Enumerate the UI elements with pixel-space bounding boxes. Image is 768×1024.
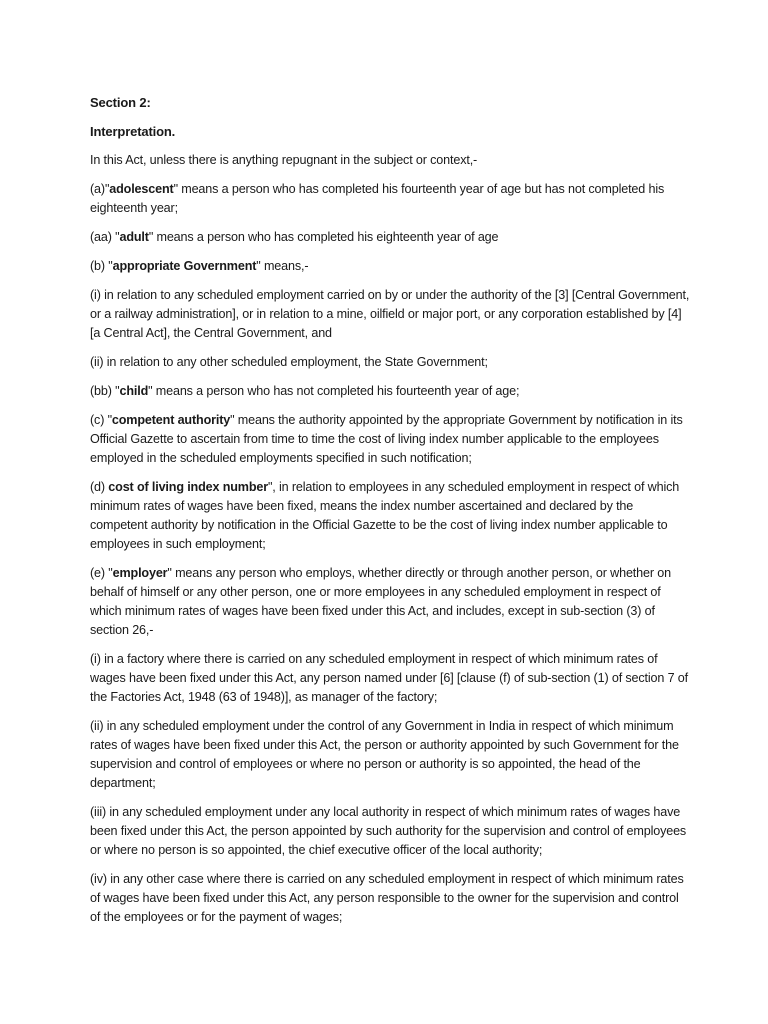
paragraph-appropriate-government: (b) "appropriate Government" means,- bbox=[90, 259, 309, 273]
paragraph-cost-of-living-index: (d) cost of living index number", in relation to employees in any scheduled employment in respect of which minimum rates of wages have been fixed, means the index number ascertained and declared by the competent authority by notification in the Official Gazette to be the cost of living index number applicable to employees in such employment; bbox=[90, 480, 680, 551]
paragraph-adult: (aa) "adult" means a person who has completed his eighteenth year of age bbox=[90, 230, 499, 244]
paragraph-state-government: (ii) in relation to any other scheduled employment, the State Government; bbox=[90, 355, 488, 369]
paragraph-central-government: (i) in relation to any scheduled employment carried on by or under the authority of the [3] [Central Government, or a railway administration], or in relation to a mine, oilfield or major port, or any corporation established by [4] [a Central Act], the Central Government, and bbox=[90, 288, 690, 340]
paragraph-competent-authority: (c) "competent authority" means the authority appointed by the appropriate Government by notification in its Official Gazette to ascertain from time to time the cost of living index number applicable to the employees employed in the scheduled employments specified in such notification; bbox=[90, 413, 683, 465]
paragraph-employer: (e) "employer" means any person who employs, whether directly or through another person, or whether on behalf of himself or any other person, one or more employees in any scheduled employment in respect of which minimum rates of wages have been fixed under this Act, and includes, except in sub-section (3) of section 26,- bbox=[90, 566, 671, 637]
document-page bbox=[90, 93, 690, 937]
paragraph-employer-local-authority: (iii) in any scheduled employment under any local authority in respect of which minimum rates of wages have been fixed under this Act, the person appointed by such authority for the supervision and control of employees or where no person is so appointed, the chief executive officer of the local authority; bbox=[90, 805, 687, 857]
paragraph-child: (bb) "child" means a person who has not completed his fourteenth year of age; bbox=[90, 384, 520, 398]
term-competent-authority: competent authority bbox=[111, 413, 231, 427]
paragraph-employer-government: (ii) in any scheduled employment under the control of any Government in India in respect of which minimum rates of wages have been fixed under this Act, the person or authority appointed by such Government for the supervision and control of employees or where no person or authority is so appointed, the head of the department; bbox=[90, 719, 679, 790]
paragraph-employer-factory: (i) in a factory where there is carried on any scheduled employment in respect of which minimum rates of wages have been fixed under this Act, any person named under [6] [clause (f) of sub-section (1) of section 7 of the Factories Act, 1948 (63 of 1948)], as manager of the factory; bbox=[90, 652, 688, 704]
section-title: Section 2: bbox=[90, 95, 151, 110]
term-cost-of-living-index: cost of living index number bbox=[108, 480, 268, 494]
term-adult: adult bbox=[119, 230, 149, 244]
paragraph-employer-other: (iv) in any other case where there is carried on any scheduled employment in respect of which minimum rates of wages have been fixed under this Act, any person responsible to the owner for the supervision and control of the employees or for the payment of wages; bbox=[90, 872, 684, 924]
term-appropriate-government: appropriate Government bbox=[112, 259, 257, 273]
term-child: child bbox=[119, 384, 149, 398]
term-adolescent: adolescent bbox=[109, 182, 174, 196]
term-employer: employer bbox=[112, 566, 168, 580]
section-subtitle: Interpretation. bbox=[90, 124, 176, 139]
intro-paragraph: In this Act, unless there is anything repugnant in the subject or context,- bbox=[90, 153, 478, 167]
paragraph-adolescent: (a)"adolescent" means a person who has completed his fourteenth year of age but has not completed his eighteenth year; bbox=[90, 182, 665, 215]
